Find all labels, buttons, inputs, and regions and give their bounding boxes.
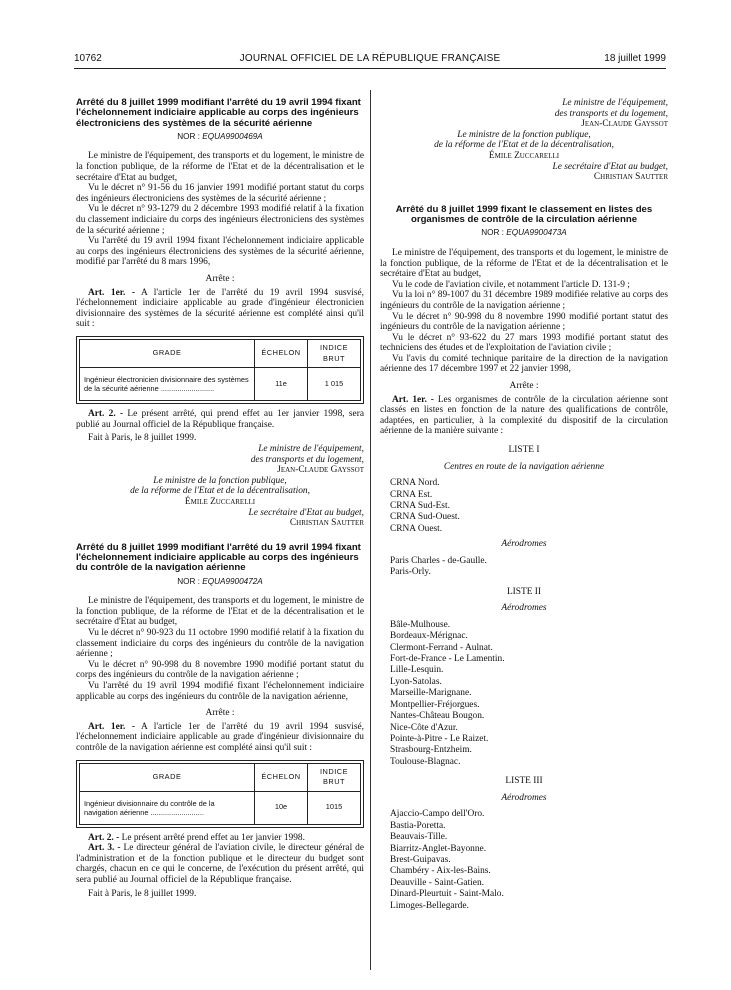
list-item: Nice-Côte d'Azur. (390, 722, 458, 733)
article-1 (380, 395, 668, 437)
list-item: Limoges-Bellegarde. (390, 900, 469, 911)
list-item: Chambéry - Aix-les-Bains. (390, 866, 491, 877)
liste-2-aerodromes (380, 620, 668, 768)
issue-date: 18 juillet 1999 (604, 53, 666, 64)
decree-title: Arrêté du 8 juillet 1999 modifiant l'arrêté du 19 avril 1994 fixant l'échelonnement indiciaire applicable au corps des ingénieurs du contrôle de la navigation aérienne (76, 541, 361, 574)
signatory-title: Le ministre de la fonction publique, (457, 129, 591, 140)
signatory-name: Jean-Claude Gayssot (277, 465, 364, 476)
signatory-name: Émile Zuccarelli (488, 150, 560, 161)
liste-3-aerodromes (380, 809, 668, 912)
list-item: CRNA Est. (390, 489, 433, 500)
journal-title: JOURNAL OFFICIEL DE LA RÉPUBLIQUE FRANÇAISE (239, 53, 501, 64)
list-item: Toulouse-Blagnac. (390, 756, 461, 767)
table-row (80, 368, 361, 401)
arrete-heading: Arrête : (205, 274, 235, 285)
visa: Vu le décret n° 90-998 du 8 novembre 1990 modifié portant statut du corps des ingénieurs du contrôle de la navigation aérienne ; (76, 659, 364, 681)
signatory-title: Le secrétaire d'Etat au budget, (552, 161, 668, 172)
visa: Vu l'arrêté du 19 avril 1994 modifié fixant l'échelonnement indiciaire applicable au corps des ingénieurs du contrôle de la navigation aérienne, (76, 680, 364, 702)
signatory-name: Émile Zuccarelli (184, 496, 256, 507)
decree-2 (76, 543, 364, 900)
cell-grade: Ingénieur électronicien divisionnaire des systèmes de la sécurité aérienne .......................... (80, 368, 255, 401)
list-item: Montpellier-Fréjorgues. (390, 699, 480, 710)
visa: Vu le décret n° 91-56 du 16 janvier 1991 modifié portant statut du corps des ingénieurs électroniciens des systèmes de la sécurité aérienne ; (76, 183, 364, 204)
list-item: Strasbourg-Entzheim. (390, 745, 472, 756)
list-item: Brest-Guipavas. (390, 854, 451, 865)
list-item: Lille-Lesquin. (390, 665, 444, 676)
article-label: Art. 1er. - (88, 287, 136, 298)
nor-reference (76, 132, 364, 143)
arrete-heading: Arrête : (509, 381, 539, 392)
decree-1 (76, 98, 364, 529)
cell-indice: 1 015 (308, 368, 361, 401)
list-item: Paris Charles - de-Gaulle. (390, 555, 487, 566)
article-2 (76, 409, 364, 430)
list-heading: LISTE I (508, 445, 540, 456)
signatory-name: Christian Sautter (289, 518, 364, 529)
cell-echelon: 10e (255, 791, 308, 824)
index-table (79, 763, 361, 825)
article-2 (76, 833, 364, 844)
table-row (80, 791, 361, 824)
page-number: 10762 (74, 53, 102, 64)
article-label: Art. 1er. - (88, 721, 136, 732)
nor-reference (380, 228, 668, 239)
left-column (76, 98, 364, 899)
list-subheading: Centres en route de la navigation aérienne (443, 461, 605, 472)
index-table (79, 339, 361, 401)
visa: Vu le décret n° 90-923 du 11 octobre 1990 modifié relatif à la fixation du classement indiciaire du corps des ingénieurs du contrôle de la navigation aérienne ; (76, 627, 364, 660)
list-item: CRNA Sud-Ouest. (390, 512, 460, 523)
col-header-grade: GRADE (80, 763, 255, 791)
nor-label: NOR : (177, 131, 200, 141)
article-label: Art. 2. - (88, 832, 120, 843)
decree-3 (380, 205, 668, 912)
visa: Vu le décret n° 90-998 du 8 novembre 1990 modifié portant statut des ingénieurs du contrôle de la navigation aérienne ; (380, 311, 668, 333)
signatory-title: Le ministre de l'équipement, (258, 443, 364, 454)
right-column (380, 98, 668, 912)
list-item: Dinard-Pleurtuit - Saint-Malo. (390, 889, 504, 900)
list-item: Bastia-Poretta. (390, 820, 446, 831)
list-item: Bordeaux-Mérignac. (390, 631, 468, 642)
signatory-name: Jean-Claude Gayssot (581, 119, 668, 130)
signatory-title: de la réforme de l'Etat et de la décentralisation, (130, 486, 310, 497)
signatory-title: Le ministre de la fonction publique, (153, 475, 287, 486)
visa: Vu la loi n° 89-1007 du 31 décembre 1989 modifiée relative au corps des ingénieurs du contrôle de la navigation aérienne ; (380, 290, 668, 311)
article-label: Art. 2. - (88, 409, 124, 420)
article-label: Art. 3. - (88, 843, 121, 854)
list-subheading: Aérodromes (501, 792, 547, 803)
nor-label: NOR : (177, 576, 200, 586)
nor-reference (76, 577, 364, 588)
list-item: Lyon-Satolas. (390, 676, 442, 687)
index-table-frame (76, 760, 364, 828)
signatory-title: de la réforme de l'Etat et de la décentralisation, (434, 140, 614, 151)
visa: Vu le décret n° 93-1279 du 2 décembre 1993 modifié relatif à la fixation du classement indiciaire du corps des ingénieurs électroniciens des systèmes de la sécurité aérienne ; (76, 204, 364, 236)
list-item: Nantes-Château Bougon. (390, 711, 485, 722)
crna-list (380, 478, 668, 535)
preamble: Le ministre de l'équipement, des transports et du logement, le ministre de la fonction publique, de la réforme de l'Etat et de la décentralisation et le secrétaire d'Etat au budget, (76, 151, 364, 183)
list-item: Bâle-Mulhouse. (390, 619, 451, 630)
article-label: Art. 1er. - (392, 394, 434, 405)
signatory-title: Le secrétaire d'Etat au budget, (248, 507, 364, 518)
col-header-grade: GRADE (80, 339, 255, 367)
nor-label: NOR : (481, 228, 504, 238)
article-1 (76, 722, 364, 754)
signatory-title: des transports et du logement, (554, 108, 668, 119)
list-heading: LISTE II (506, 586, 542, 597)
cell-indice: 1015 (308, 791, 361, 824)
list-item: CRNA Nord. (390, 478, 440, 489)
list-item: Deauville - Saint-Gatien. (390, 877, 484, 888)
signing-place-date: Fait à Paris, le 8 juillet 1999. (88, 888, 197, 899)
visa: Vu l'avis du comité technique paritaire de la direction de la navigation aérienne des 17 décembre 1997 et 22 janvier 1998, (380, 353, 668, 375)
list-item: CRNA Sud-Est. (390, 501, 450, 512)
article-text: Les organismes de contrôle de la circulation aérienne sont classés en listes en fonction de la nature des qualifications de contrôle, adaptées, en particulier, à la complexité du dispositif de la circulation aérienne de la manière suivante : (380, 394, 668, 437)
decree-title: Arrêté du 8 juillet 1999 fixant le classement en listes des organismes de contrôle de la circulation aérienne (395, 203, 653, 226)
col-header-indice: INDICE BRUT (308, 339, 361, 367)
list-item: Clermont-Ferrand - Aulnat. (390, 642, 493, 653)
article-text: A l'article 1er de l'arrêté du 19 avril 1994 susvisé, l'échelonnement indiciaire applicable au grade d'ingénieur électronicien divisionnaire des systèmes de la sécurité aérienne est complété ainsi qu'il suit : (76, 287, 364, 330)
article-3 (76, 843, 364, 885)
list-item: Fort-de-France - Le Lamentin. (390, 654, 505, 665)
nor-code: EQUA9900472A (202, 576, 263, 586)
preamble: Le ministre de l'équipement, des transports et du logement, le ministre de la fonction publique, de la réforme de l'Etat et de la décentralisation et le secrétaire d'Etat au budget, (380, 247, 668, 280)
list-item: Paris-Orly. (390, 567, 431, 578)
list-heading: LISTE III (505, 776, 543, 787)
article-text: Le présent arrêté prend effet au 1er janvier 1998. (121, 832, 305, 843)
arrete-heading: Arrête : (205, 708, 235, 719)
list-item: CRNA Ouest. (390, 523, 443, 534)
article-text: Le directeur général de l'aviation civile, le directeur général de l'administration et de la fonction publique et le directeur du budget sont chargés, chacun en ce qui le concerne, de l'exécution du présent arrêté, qui sera publié au Journal officiel de la République française. (76, 843, 364, 886)
nor-code: EQUA9900469A (202, 131, 263, 141)
page-header (74, 50, 666, 69)
visa: Vu le décret n° 93-622 du 27 mars 1993 modifié portant statut des techniciens des études et de l'exploitation de l'aviation civile ; (380, 332, 668, 354)
index-table-frame (76, 336, 364, 404)
article-text: A l'article 1er de l'arrêté du 19 avril 1994 susvisé, l'échelonnement indiciaire applicable au grade d'ingénieur divisionnaire du contrôle de la navigation aérienne est complété ainsi qu'il suit : (76, 721, 364, 753)
visa: Vu l'arrêté du 19 avril 1994 fixant l'échelonnement indiciaire applicable au corps des ingénieurs électroniciens des systèmes de la sécurité aérienne, modifié par l'arrêté du 8 mars 1996, (76, 236, 364, 268)
column-divider (370, 90, 371, 970)
visa: Vu le code de l'aviation civile, et notamment l'article D. 131-9 ; (392, 279, 630, 290)
article-1 (76, 288, 364, 330)
list-item: Biarritz-Anglet-Bayonne. (390, 843, 487, 854)
cell-echelon: 11e (255, 368, 308, 401)
col-header-echelon: ÉCHELON (255, 763, 308, 791)
preamble: Le ministre de l'équipement, des transports et du logement, le ministre de la fonction publique, de la réforme de l'Etat et de la décentralisation et le secrétaire d'Etat au budget, (76, 596, 364, 628)
list-subheading: Aérodromes (501, 603, 547, 614)
signing-place-date: Fait à Paris, le 8 juillet 1999. (88, 433, 197, 444)
list-subheading: Aérodromes (501, 539, 547, 550)
list-item: Ajaccio-Campo dell'Oro. (390, 809, 485, 820)
signatory-title: des transports et du logement, (250, 454, 364, 465)
article-text: Le présent arrêté, qui prend effet au 1er janvier 1998, sera publié au Journal officiel de la République française. (76, 409, 364, 430)
decree-title: Arrêté du 8 juillet 1999 modifiant l'arrêté du 19 avril 1994 fixant l'échelonnement indiciaire applicable au corps des ingénieurs électroniciens des systèmes de la sécurité aérienne (76, 97, 361, 129)
col-header-echelon: ÉCHELON (255, 339, 308, 367)
list-item: Pointe-à-Pitre - Le Raizet. (390, 733, 489, 744)
cell-grade: Ingénieur divisionnaire du contrôle de la navigation aérienne .......................... (80, 791, 255, 824)
liste-1-aerodromes (380, 556, 668, 579)
col-header-indice: INDICE BRUT (308, 763, 361, 791)
list-item: Beauvais-Tille. (390, 832, 448, 843)
signatory-name: Christian Sautter (593, 172, 668, 183)
decree-2-signatures (380, 98, 668, 183)
list-item: Marseille-Marignane. (390, 688, 472, 699)
nor-code: EQUA9900473A (506, 228, 567, 238)
signatory-title: Le ministre de l'équipement, (562, 98, 668, 108)
